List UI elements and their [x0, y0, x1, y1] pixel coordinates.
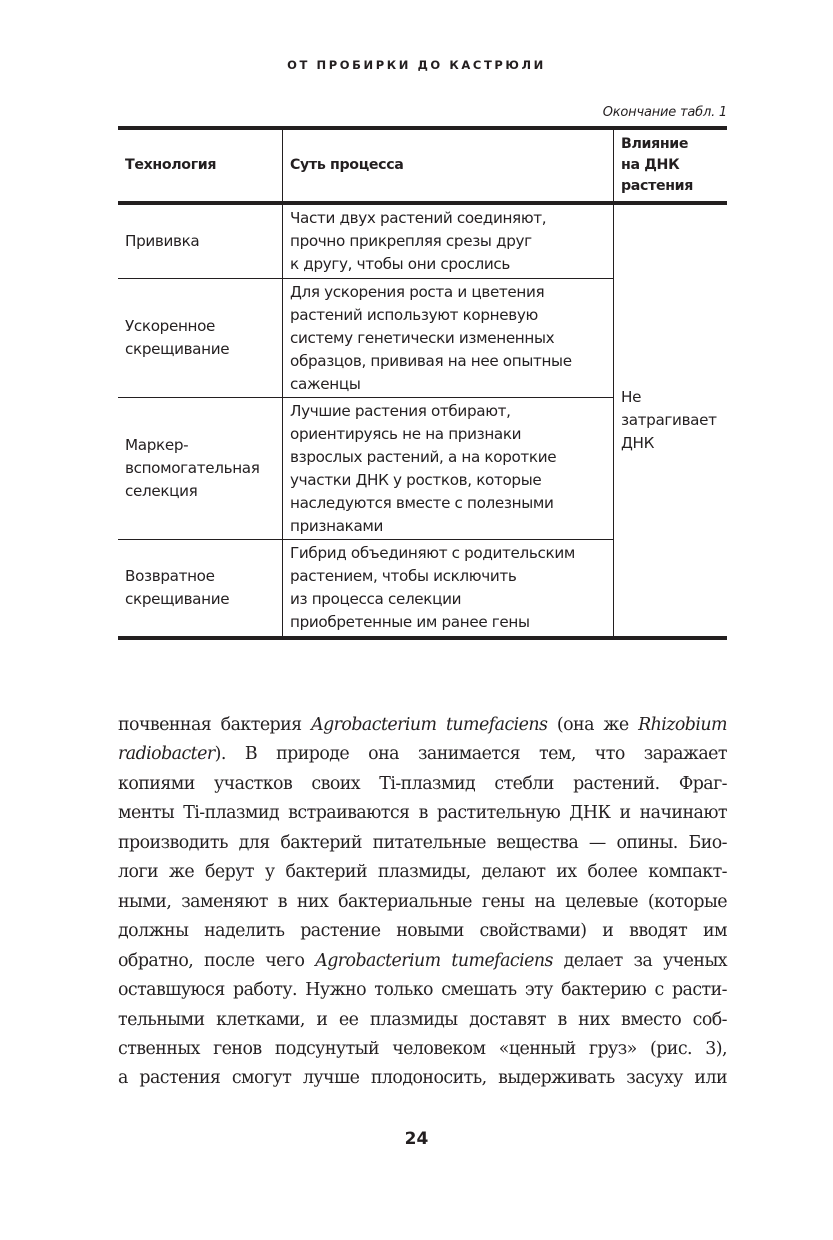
text-run: обратно, после чего — [118, 950, 316, 971]
italic-species-name: Rhizobium — [638, 715, 727, 735]
text-run: логи же берут у бактерий плазмиды, делают их более компакт- — [118, 862, 727, 883]
text-line — [118, 858, 727, 887]
text-line — [118, 917, 727, 946]
header-effect-line: на ДНК — [621, 157, 680, 173]
technology-name: селекция — [125, 482, 198, 500]
text-run: оставшуюся работу. Нужно только смешать эту бактерию с расти- — [118, 980, 727, 1001]
technology-name: скрещивание — [125, 590, 230, 608]
essence-line: саженцы — [290, 374, 361, 393]
essence-line: образцов, прививая на нее опытные — [290, 351, 572, 370]
essence-line: Для ускорения роста и цветения — [290, 282, 545, 301]
text-line — [118, 1006, 727, 1035]
text-run: а растения смогут лучше плодоносить, выдерживать засуху или — [118, 1068, 727, 1089]
italic-species-name: Agrobacterium tumefaciens — [311, 715, 548, 735]
cell-technology — [118, 279, 283, 398]
header-essence: Суть процесса — [283, 128, 614, 203]
cell-effect-merged — [614, 203, 728, 638]
text-run: ственных генов подсунутый человеком «ценный груз» (рис. 3), — [118, 1038, 727, 1059]
cell-technology — [118, 398, 283, 540]
effect-line: Не — [621, 388, 642, 406]
text-line — [118, 829, 727, 858]
text-run: (она же — [547, 715, 639, 735]
essence-line: признаками — [290, 516, 384, 535]
essence-line: прочно прикрепляя срезы друг — [290, 232, 532, 250]
technology-name: Маркер- — [125, 436, 189, 454]
text-line — [118, 711, 727, 740]
text-line — [118, 1064, 727, 1093]
essence-line: к другу, чтобы они срослись — [290, 255, 511, 273]
cell-essence — [283, 203, 614, 279]
cell-technology — [118, 203, 283, 279]
text-run: менты Ti-плазмид встраиваются в растительную ДНК и начинают — [118, 803, 727, 824]
page-number: 24 — [404, 1129, 429, 1149]
text-line — [118, 770, 727, 799]
header-technology: Технология — [118, 128, 283, 203]
technology-name: Прививка — [125, 232, 200, 250]
essence-line: Лучшие растения отбирают, — [290, 401, 511, 420]
cell-essence — [283, 279, 614, 398]
text-line — [118, 740, 727, 769]
text-run: делает за ученых — [552, 950, 727, 971]
essence-line: систему генетически измененных — [290, 328, 555, 347]
running-header: ОТ ПРОБИРКИ ДО КАСТРЮЛИ — [287, 58, 546, 72]
text-run: должны наделить растение новыми свойствами) и вводят им — [118, 921, 727, 942]
essence-line: участки ДНК у ростков, которые — [290, 470, 542, 489]
header-effect-line: растения — [621, 178, 694, 194]
essence-line: из процесса селекции — [290, 590, 462, 608]
cell-essence — [283, 540, 614, 639]
essence-line: взрослых растений, а на короткие — [290, 447, 557, 466]
text-run: копиями участков своих Ti-плазмид стебли растений. Фраг- — [118, 773, 727, 794]
text-run: производить для бактерий питательные вещества — опины. Био- — [118, 832, 727, 853]
text-run: тельными клетками, и ее плазмиды доставят в них вместо соб- — [118, 1009, 727, 1030]
technology-name: Ускоренное — [125, 317, 216, 335]
essence-line: Гибрид объединяют с родительским — [290, 544, 575, 562]
effect-line: ДНК — [621, 434, 655, 452]
italic-species-name: Agrobacterium tumefaciens — [315, 950, 553, 971]
text-line — [118, 799, 727, 828]
essence-line: растений используют корневую — [290, 305, 538, 324]
text-line — [118, 1035, 727, 1064]
cell-essence — [283, 398, 614, 540]
table-row — [118, 203, 727, 279]
essence-line: Части двух растений соединяют, — [290, 209, 547, 227]
text-line — [118, 947, 727, 976]
text-run: ). В природе она занимается тем, что заражает — [214, 744, 727, 765]
table-caption: Окончание табл. 1 — [602, 105, 727, 120]
header-effect — [614, 128, 728, 203]
technology-name: Возвратное — [125, 567, 215, 585]
table-header-row — [118, 128, 727, 203]
effect-line: затрагивает — [621, 411, 717, 429]
text-run: почвенная бактерия — [118, 715, 312, 735]
italic-species-name: radiobacter — [118, 744, 215, 765]
header-effect-line: Влияние — [621, 136, 689, 152]
essence-line: приобретенные им ранее гены — [290, 613, 530, 631]
essence-line: растением, чтобы исключить — [290, 567, 517, 585]
technology-name: скрещивание — [125, 340, 230, 358]
technology-table — [118, 126, 727, 640]
body-paragraph — [118, 711, 727, 1094]
text-line — [118, 888, 727, 917]
text-line — [118, 976, 727, 1005]
essence-line: наследуются вместе с полезными — [290, 493, 554, 512]
cell-technology — [118, 540, 283, 639]
text-run: ными, заменяют в них бактериальные гены на целевые (которые — [118, 891, 727, 912]
technology-name: вспомогательная — [125, 459, 260, 477]
essence-line: ориентируясь не на признаки — [290, 424, 522, 443]
